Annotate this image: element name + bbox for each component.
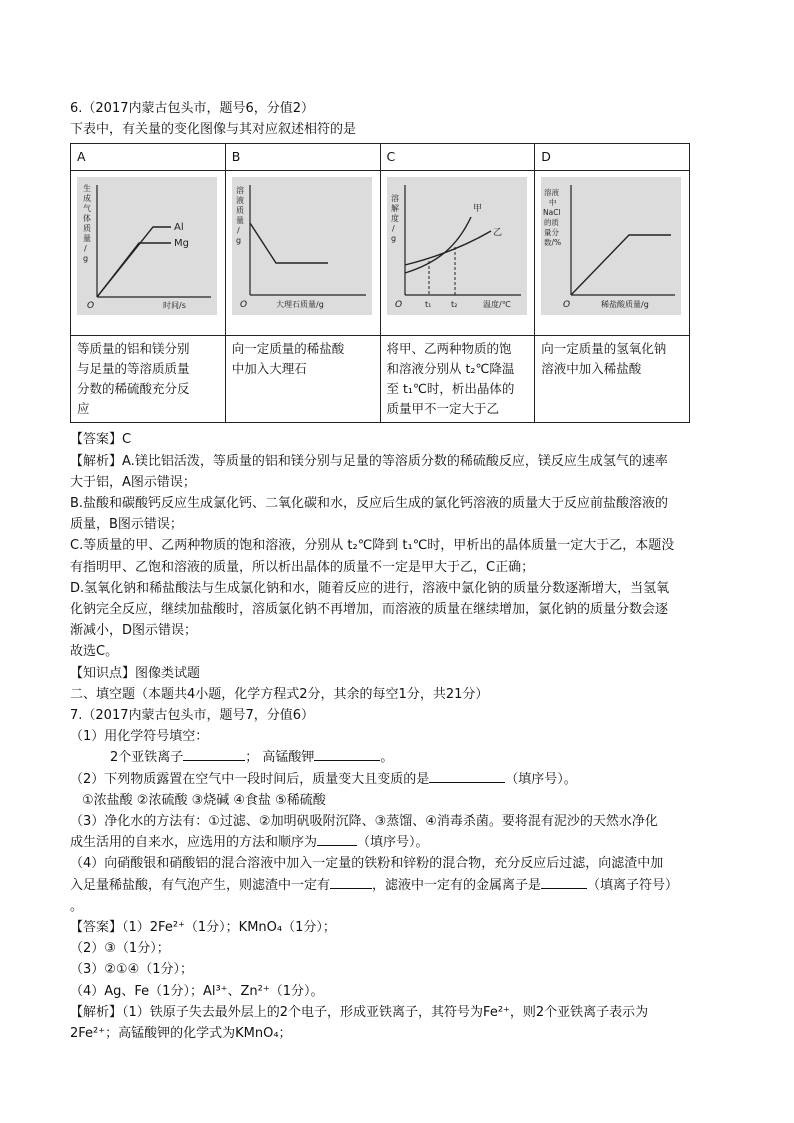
svg-text:气: 气 xyxy=(83,204,91,214)
answer-line xyxy=(70,429,730,450)
yi-label: 乙 xyxy=(492,228,502,239)
answer-blank[interactable] xyxy=(314,748,380,761)
svg-text:的质: 的质 xyxy=(544,218,560,228)
analysis-line: D.氢氧化钠和稀盐酸法与生成氯化钠和水，随着反应的进行，溶液中氯化钠的质量分数逐渐增大，当氢氧 xyxy=(70,580,670,596)
svg-text:溶: 溶 xyxy=(390,194,399,204)
option-a-label: A xyxy=(71,144,226,171)
svg-text:生: 生 xyxy=(83,184,91,194)
svg-text:成: 成 xyxy=(83,194,91,204)
option-b-graph xyxy=(232,177,372,315)
svg-text:溶液: 溶液 xyxy=(544,188,560,198)
analysis-line: C.等质量的甲、乙两种物质的饱和溶液，分别从 t₂℃降到 t₁℃时，甲析出的晶体质量一定大于乙，本题没 xyxy=(70,538,675,554)
t2-tick: t₂ xyxy=(450,300,457,310)
origin-label: O xyxy=(563,300,571,311)
analysis-line: 有指明甲、乙饱和溶液的质量，所以析出晶体的质量不一定是甲大于乙，C正确； xyxy=(70,559,535,575)
answer-value: C xyxy=(122,432,132,448)
options-table xyxy=(70,143,690,423)
answer-line: 【答案】（1）2Fe²⁺（1分）；KMnO₄（1分）； xyxy=(70,920,336,936)
section-heading: 二、填空题（本题共4小题，化学方程式2分，其余的每空1分，共21分） xyxy=(70,686,489,702)
svg-text:体: 体 xyxy=(83,214,91,224)
x-axis-label: 大理石质量/g xyxy=(275,300,324,310)
svg-text:中: 中 xyxy=(549,198,557,208)
svg-text:量分: 量分 xyxy=(544,228,560,238)
question-7-part4-tail: 。 xyxy=(70,898,84,914)
answer-line: （4）Ag、Fe（1分）；Al³⁺、Zn²⁺（1分）。 xyxy=(70,983,324,999)
option-b-label: B xyxy=(225,144,380,171)
option-a-graph xyxy=(77,177,217,315)
question-7-part4: （4）向硝酸银和硝酸铝的混合溶液中加入一定量的铁粉和锌粉的混合物，充分反应后过滤，向滤渣中加 xyxy=(70,856,664,872)
option-c-graph-svg xyxy=(387,177,527,315)
option-d-graph-svg xyxy=(541,177,681,315)
solution-mass-line xyxy=(250,223,328,263)
question-7-part1: （1）用化学符号填空： xyxy=(70,729,209,745)
analysis-line: 化钠完全反应，继续加盐酸时，溶质氯化钠不再增加，而溶液的质量在继续增加，氯化钠的质量分数会逐 xyxy=(70,602,669,618)
svg-text:g: g xyxy=(235,236,241,246)
answer-tag: 【答案】 xyxy=(70,920,123,936)
y-axis-label xyxy=(543,187,561,247)
option-b-description: 向一定质量的稀盐酸 中加入大理石 xyxy=(225,336,380,423)
nacl-fraction-line xyxy=(571,235,671,295)
svg-text:NaCl: NaCl xyxy=(543,208,561,218)
option-a-graph-cell xyxy=(71,171,226,336)
y-axis-label xyxy=(391,193,399,243)
answer-line: （3）②①④（1分）； xyxy=(70,962,194,978)
option-d-graph-cell xyxy=(535,171,690,336)
option-c-description: 将甲、乙两种物质的饱 和溶液分别从 t₂℃降温 至 t₁℃时，析出晶体的 质量甲不一定大于乙 xyxy=(380,336,535,423)
analysis-line: 【解析】A.镁比铝活泼，等质量的铝和镁分别与足量的等溶质分数的稀硫酸反应，镁反应生成氢气的速率 xyxy=(70,453,668,469)
option-c-graph-cell xyxy=(380,171,535,336)
al-line xyxy=(97,227,171,297)
option-d-graph xyxy=(541,177,681,315)
question-7-part2: （2）下列物质露置在空气中一段时间后，质量变大且变质的是 （填序号）。 xyxy=(70,771,577,787)
t1-tick: t₁ xyxy=(424,300,431,310)
question-7-part2-options: ①浓盐酸 ②浓硫酸 ③烧碱 ④食盐 ⑤稀硫酸 xyxy=(82,792,326,808)
question-7-part3: （3）净化水的方法有：①过滤、②加明矾吸附沉降、③蒸馏、④消毒杀菌。要将混有泥沙的天然水净化 xyxy=(70,814,658,830)
analysis-tag: 【解析】 xyxy=(70,453,123,469)
analysis-line: B.盐酸和碳酸钙反应生成氯化钙、二氧化碳和水，反应后生成的氯化钙溶液的质量大于反应前盐酸溶液的 xyxy=(70,496,669,512)
analysis-line: 大于铝，A图示错误； xyxy=(70,474,196,490)
origin-label: O xyxy=(239,300,247,311)
al-label: Al xyxy=(174,222,184,234)
question-7-header: 7.（2017内蒙古包头市，题号7，分值6） xyxy=(70,708,315,724)
x-axis-label: 稀盐酸质量/g xyxy=(601,300,650,310)
knowledge-tag: 【知识点】 xyxy=(70,665,136,681)
analysis-tag: 【解析】 xyxy=(70,1004,123,1020)
svg-text:数/%: 数/% xyxy=(544,238,562,248)
svg-text:度: 度 xyxy=(390,214,399,224)
question-6-stem: 下表中，有关量的变化图像与其对应叙述相符的是 xyxy=(70,122,357,138)
svg-text:解: 解 xyxy=(390,204,399,214)
origin-label: O xyxy=(394,300,402,311)
option-a-description: 等质量的铝和镁分别 与足量的等溶质质量 分数的稀硫酸充分反 应 xyxy=(71,336,226,423)
answer-blank[interactable] xyxy=(541,876,587,889)
answer-blank[interactable] xyxy=(317,833,357,846)
option-a-graph-svg xyxy=(77,177,217,315)
analysis-line: 质量，B图示错误； xyxy=(70,517,183,533)
option-b-graph-svg xyxy=(232,177,372,315)
option-c-graph xyxy=(387,177,527,315)
jia-curve xyxy=(405,217,471,273)
svg-text:/: / xyxy=(84,244,87,254)
jia-label: 甲 xyxy=(472,204,482,215)
option-c-label: C xyxy=(380,144,535,171)
svg-text:质: 质 xyxy=(235,206,244,216)
svg-text:g: g xyxy=(390,234,396,244)
svg-text:g: g xyxy=(83,254,89,264)
answer-blank[interactable] xyxy=(429,770,505,783)
yi-curve xyxy=(405,231,491,265)
answer-line: （2）③（1分）； xyxy=(70,941,170,957)
svg-text:量: 量 xyxy=(235,216,244,226)
answer-tag: 【答案】 xyxy=(70,432,123,448)
question-7-part1-blanks: 2个亚铁离子 ； 高锰酸钾 。 xyxy=(110,750,394,766)
analysis-line: 故选C。 xyxy=(70,644,119,660)
knowledge-line xyxy=(70,663,730,684)
svg-text:液: 液 xyxy=(235,196,244,206)
svg-text:/: / xyxy=(236,226,240,236)
option-d-description: 向一定质量的氢氧化钠 溶液中加入稀盐酸 xyxy=(535,336,690,423)
document-page xyxy=(70,98,730,1044)
x-axis-label: 温度/℃ xyxy=(482,300,511,310)
question-6-header: 6.（2017内蒙古包头市，题号6，分值2） xyxy=(70,101,315,116)
knowledge-value: 图像类试题 xyxy=(135,665,201,681)
option-d-label: D xyxy=(535,144,690,171)
svg-text:质: 质 xyxy=(83,224,91,234)
answer-blank[interactable] xyxy=(183,748,245,761)
question-7-part4-cont: 入足量稀盐酸，有气泡产生，则滤渣中一定有 ，滤液中一定有的金属离子是 （填离子符号） xyxy=(70,877,679,893)
option-b-graph-cell xyxy=(225,171,380,336)
analysis-line: 渐减小，D图示错误； xyxy=(70,623,198,639)
origin-label: O xyxy=(87,301,95,312)
question-7-part3-cont: 成生活用的自来水，应选用的方法和顺序为 （填序号）。 xyxy=(70,835,429,851)
answer-blank[interactable] xyxy=(330,876,372,889)
svg-text:/: / xyxy=(391,224,395,234)
analysis-line: 【解析】（1）铁原子失去最外层上的2个电子，形成亚铁离子，其符号为Fe²⁺，则2个亚铁离子表示为 xyxy=(70,1004,649,1020)
y-axis-label xyxy=(83,183,91,263)
analysis-line: 2Fe²⁺；高锰酸钾的化学式为KMnO₄； xyxy=(70,1026,292,1042)
svg-text:溶: 溶 xyxy=(235,186,244,196)
mg-label: Mg xyxy=(174,238,189,250)
y-axis-label xyxy=(236,185,244,245)
svg-text:量: 量 xyxy=(83,234,91,244)
x-axis-label: 时间/s xyxy=(163,301,186,311)
